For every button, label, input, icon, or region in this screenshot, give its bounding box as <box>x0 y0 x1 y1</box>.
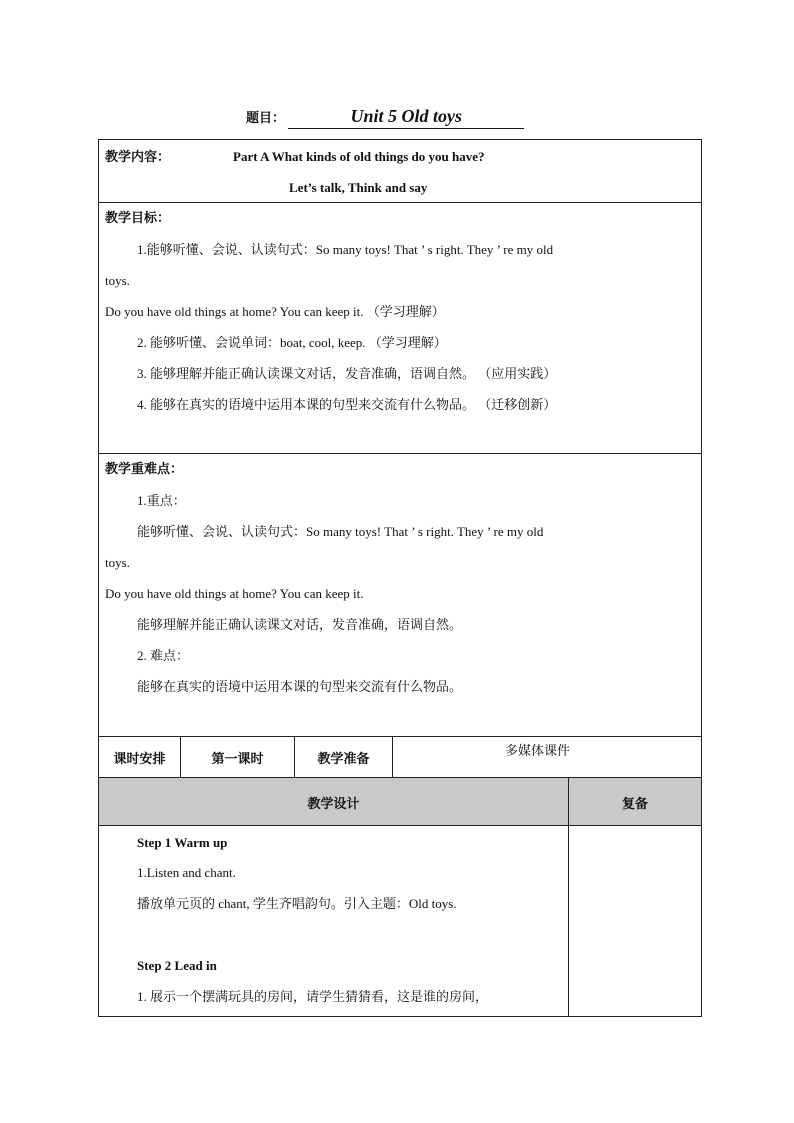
title-label: 题目： <box>246 110 286 125</box>
schedule-label-cell <box>99 737 181 777</box>
keypoints-line-3: toys. <box>105 555 130 570</box>
content-line-1: Part A What kinds of old things do you have? <box>233 149 485 164</box>
design-header-label: 教学设计 <box>307 796 360 811</box>
goals-row <box>99 203 701 454</box>
content-label: 教学内容： <box>105 149 171 164</box>
keypoints-line-6: 2. 难点： <box>137 648 190 663</box>
goals-line-6: 4. 能够在真实的语境中运用本课的句型来交流有什么物品。 （迁移创新） <box>137 397 557 412</box>
goals-line-3: Do you have old things at home? You can keep it. （学习理解） <box>105 304 445 319</box>
design-body-right <box>569 826 701 1016</box>
schedule-label: 课时安排 <box>113 751 166 766</box>
goals-label: 教学目标： <box>105 210 171 225</box>
keypoints-label: 教学重难点： <box>105 461 184 476</box>
schedule-value-cell <box>181 737 295 777</box>
keypoints-line-7: 能够在真实的语境中运用本课的句型来交流有什么物品。 <box>137 679 463 694</box>
goals-line-4: 2. 能够听懂、会说单词：boat, cool, keep. （学习理解） <box>137 335 447 350</box>
keypoints-line-4: Do you have old things at home? You can keep it. <box>105 586 364 601</box>
step-1-line-2: 播放单元页的 chant, 学生齐唱韵句。引入主题：Old toys. <box>137 896 457 911</box>
step-1-line-1: 1.Listen and chant. <box>137 865 236 880</box>
schedule-value: 第一课时 <box>211 751 264 766</box>
design-body-row <box>99 826 701 1016</box>
keypoints-line-2: 能够听懂、会说、认读句式：So many toys! That ’ s right. They ’ re my old <box>137 524 544 539</box>
step-1-heading: Step 1 Warm up <box>137 835 228 850</box>
lesson-title <box>246 104 524 129</box>
goals-line-5: 3. 能够理解并能正确认读课文对话，发音准确，语调自然。 （应用实践） <box>137 366 557 381</box>
prep-value-cell <box>393 737 701 777</box>
keypoints-line-5: 能够理解并能正确认读课文对话，发音准确，语调自然。 <box>137 617 463 632</box>
prep-value: 多媒体课件 <box>505 743 571 758</box>
info-row <box>99 737 701 778</box>
keypoints-line-1: 1.重点： <box>137 493 186 508</box>
goals-line-1: 1.能够听懂、会说、认读句式：So many toys! That ’ s right. They ’ re my old <box>137 242 554 257</box>
prep-label: 教学准备 <box>317 751 370 766</box>
prep-label-cell <box>295 737 393 777</box>
design-header-right <box>569 778 701 825</box>
design-header-left <box>99 778 569 825</box>
goals-line-2: toys. <box>105 273 130 288</box>
unit-title: Unit 5 Old toys <box>288 104 524 129</box>
keypoints-row <box>99 454 701 737</box>
step-2-line-1: 1. 展示一个摆满玩具的房间，请学生猜猜看，这是谁的房间， <box>137 989 489 1004</box>
step-2-heading: Step 2 Lead in <box>137 958 217 973</box>
design-body-left <box>99 826 569 1016</box>
design-header-row <box>99 778 701 826</box>
review-header-label: 复备 <box>621 796 648 811</box>
lesson-plan-table <box>98 139 702 1017</box>
content-line-2: Let’s talk, Think and say <box>289 180 428 195</box>
content-row <box>99 140 701 203</box>
